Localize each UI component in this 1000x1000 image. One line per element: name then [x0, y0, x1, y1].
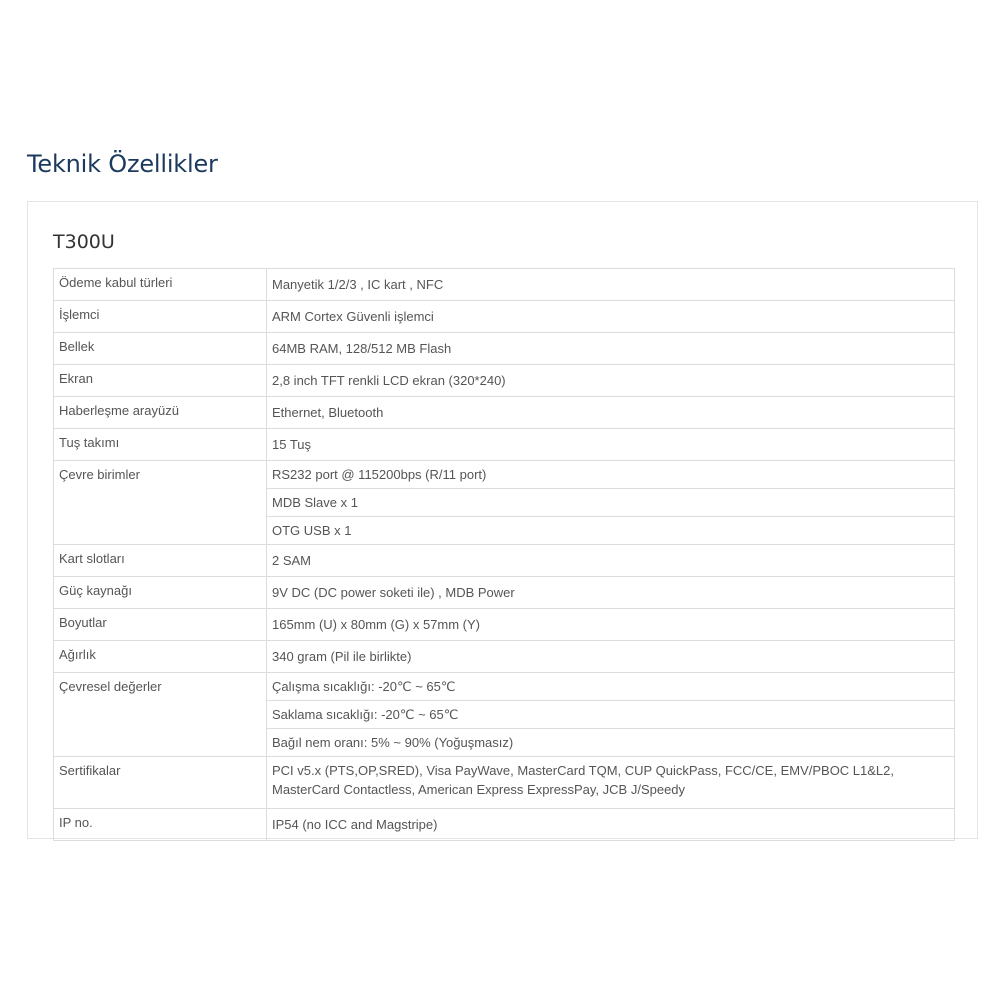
spec-value: PCI v5.x (PTS,OP,SRED), Visa PayWave, MasterCard TQM, CUP QuickPass, FCC/CE, EMV/PBOC L1&L2, MasterCard Contactless, American Express ExpressPay, JCB J/Speedy [267, 757, 955, 809]
spec-row [54, 545, 955, 577]
spec-row [54, 397, 955, 429]
spec-value: 2 SAM [267, 545, 955, 577]
spec-label: Boyutlar [54, 609, 267, 641]
spec-row [54, 365, 955, 397]
spec-value: 64MB RAM, 128/512 MB Flash [267, 333, 955, 365]
spec-label: Bellek [54, 333, 267, 365]
spec-label: Ekran [54, 365, 267, 397]
spec-label: Çevresel değerler [54, 673, 267, 757]
spec-value: MDB Slave x 1 [267, 489, 955, 517]
spec-value: 165mm (U) x 80mm (G) x 57mm (Y) [267, 609, 955, 641]
spec-label: Haberleşme arayüzü [54, 397, 267, 429]
spec-value: 9V DC (DC power soketi ile) , MDB Power [267, 577, 955, 609]
spec-label: Güç kaynağı [54, 577, 267, 609]
spec-value: RS232 port @ 115200bps (R/11 port) [267, 461, 955, 489]
spec-value: 2,8 inch TFT renkli LCD ekran (320*240) [267, 365, 955, 397]
spec-row [54, 673, 955, 701]
spec-value: 340 gram (Pil ile birlikte) [267, 641, 955, 673]
spec-value: OTG USB x 1 [267, 517, 955, 545]
spec-card [27, 201, 978, 839]
spec-value: IP54 (no ICC and Magstripe) [267, 809, 955, 841]
spec-value: ARM Cortex Güvenli işlemci [267, 301, 955, 333]
product-name: T300U [53, 231, 115, 253]
spec-row [54, 641, 955, 673]
spec-row [54, 809, 955, 841]
spec-label: Ağırlık [54, 641, 267, 673]
spec-value: Çalışma sıcaklığı: -20℃ ~ 65℃ [267, 673, 955, 701]
spec-value: Manyetik 1/2/3 , IC kart , NFC [267, 269, 955, 301]
spec-label: Sertifikalar [54, 757, 267, 809]
spec-label: İşlemci [54, 301, 267, 333]
spec-value: Saklama sıcaklığı: -20℃ ~ 65℃ [267, 701, 955, 729]
spec-row [54, 269, 955, 301]
spec-label: Tuş takımı [54, 429, 267, 461]
spec-value: 15 Tuş [267, 429, 955, 461]
spec-row [54, 429, 955, 461]
spec-label: Çevre birimler [54, 461, 267, 545]
spec-table [53, 268, 955, 841]
spec-row [54, 461, 955, 489]
spec-row [54, 609, 955, 641]
spec-label: Ödeme kabul türleri [54, 269, 267, 301]
spec-row [54, 757, 955, 809]
spec-row [54, 577, 955, 609]
spec-value: Bağıl nem oranı: 5% ~ 90% (Yoğuşmasız) [267, 729, 955, 757]
spec-row [54, 333, 955, 365]
spec-value: Ethernet, Bluetooth [267, 397, 955, 429]
spec-row [54, 301, 955, 333]
spec-table-body [54, 269, 955, 841]
spec-label: Kart slotları [54, 545, 267, 577]
page-title: Teknik Özellikler [27, 150, 218, 178]
spec-label: IP no. [54, 809, 267, 841]
